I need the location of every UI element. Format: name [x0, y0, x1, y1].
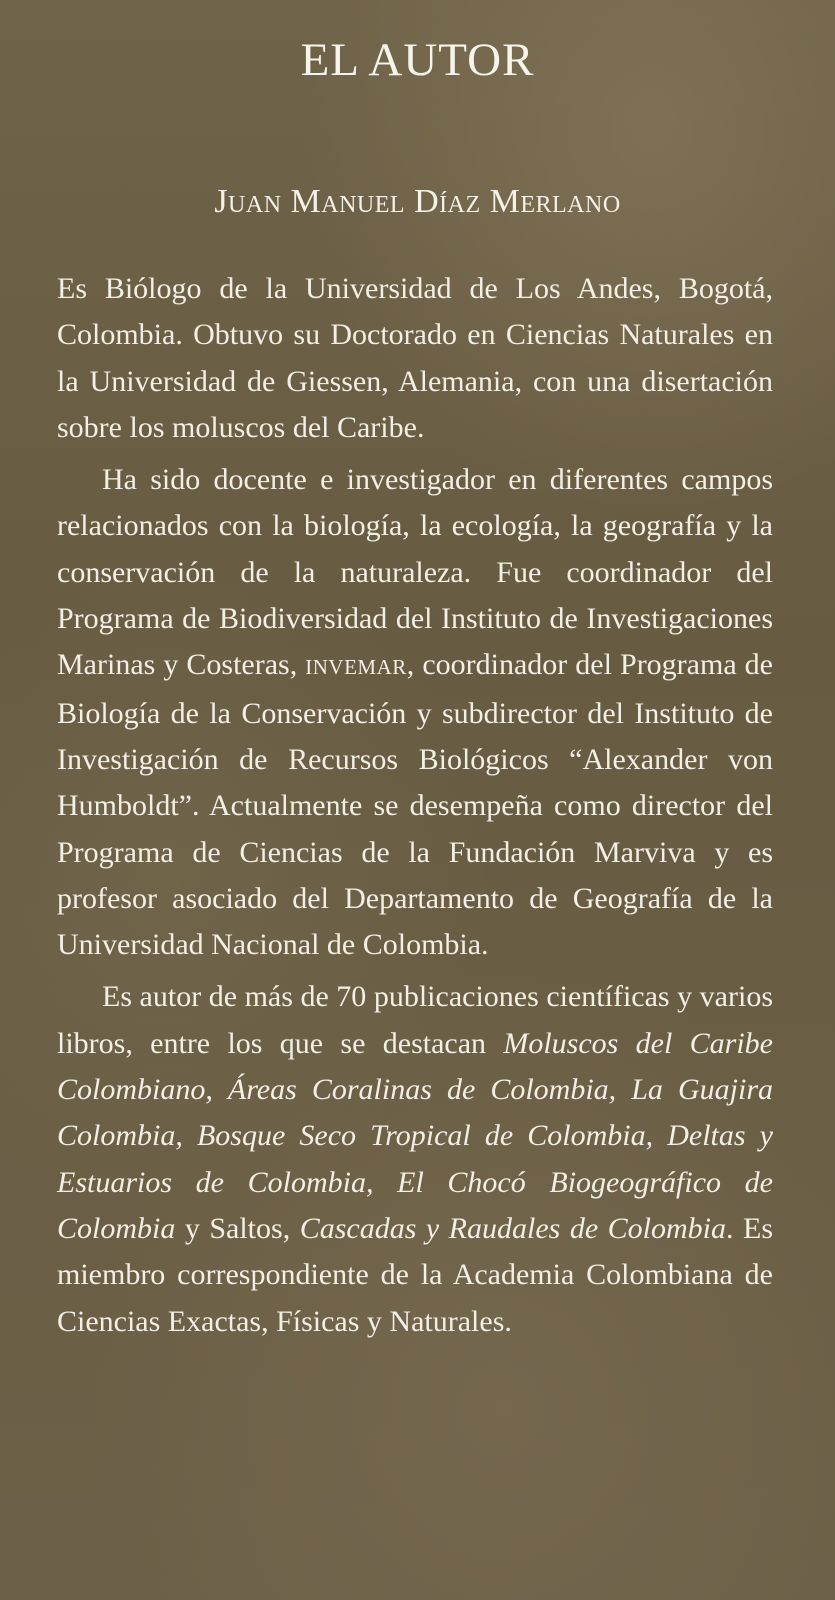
bio-paragraph-career [57, 457, 773, 968]
bio-text: , coordinador del Programa de Biología de la Conservación y subdirector del Instituto de Investigación de Recursos Biológicos “Alexander von Humboldt”. Actualmente se desempeña como director del Programa de Ciencias de la Fundación Marviva y es profesor asociado del Departamento de Geografía de la Universidad Nacional de Colombia. [57, 648, 773, 962]
book-titles: Moluscos del Caribe Colombiano, Áreas Coralinas de Colombia, La Guajira Colombia, Bosque Seco Tropical de Colombia, Deltas y Estuarios de Colombia, El Chocó Biogeográfico de Colombia [57, 1026, 773, 1245]
book-titles: Cascadas y Raudales de Colombia [299, 1211, 726, 1245]
bio-text: Es Biólogo de la Universidad de Los Andes, Bogotá, Colombia. Obtuvo su Doctorado en Ciencias Naturales en la Universidad de Giessen, Alemania, con una disertación sobre los moluscos del Caribe. [57, 272, 773, 444]
bio-text: Ha sido docente e investigador en diferentes campos relacionados con la biología, la ecología, la geografía y la conservación de la naturaleza. Fue coordinador del Programa de Biodiversidad del Instituto de Investigaciones Marinas y Costeras, [57, 463, 773, 682]
bio-text: Es autor de más de 70 publicaciones científicas y varios libros, entre los que se destacan [57, 980, 773, 1060]
bio-paragraph-education [57, 266, 773, 451]
section-heading: EL AUTOR [300, 34, 535, 86]
bio-text: . Es miembro correspondiente de la Academia Colombiana de Ciencias Exactas, Físicas y Naturales. [57, 1211, 773, 1338]
invemar-acronym: INVEMAR [305, 655, 407, 680]
bio-text: y Saltos, [175, 1211, 300, 1245]
author-biography [57, 266, 773, 1345]
bio-paragraph-publications [57, 974, 773, 1344]
author-name: Juan Manuel Díaz Merlano [214, 183, 621, 220]
